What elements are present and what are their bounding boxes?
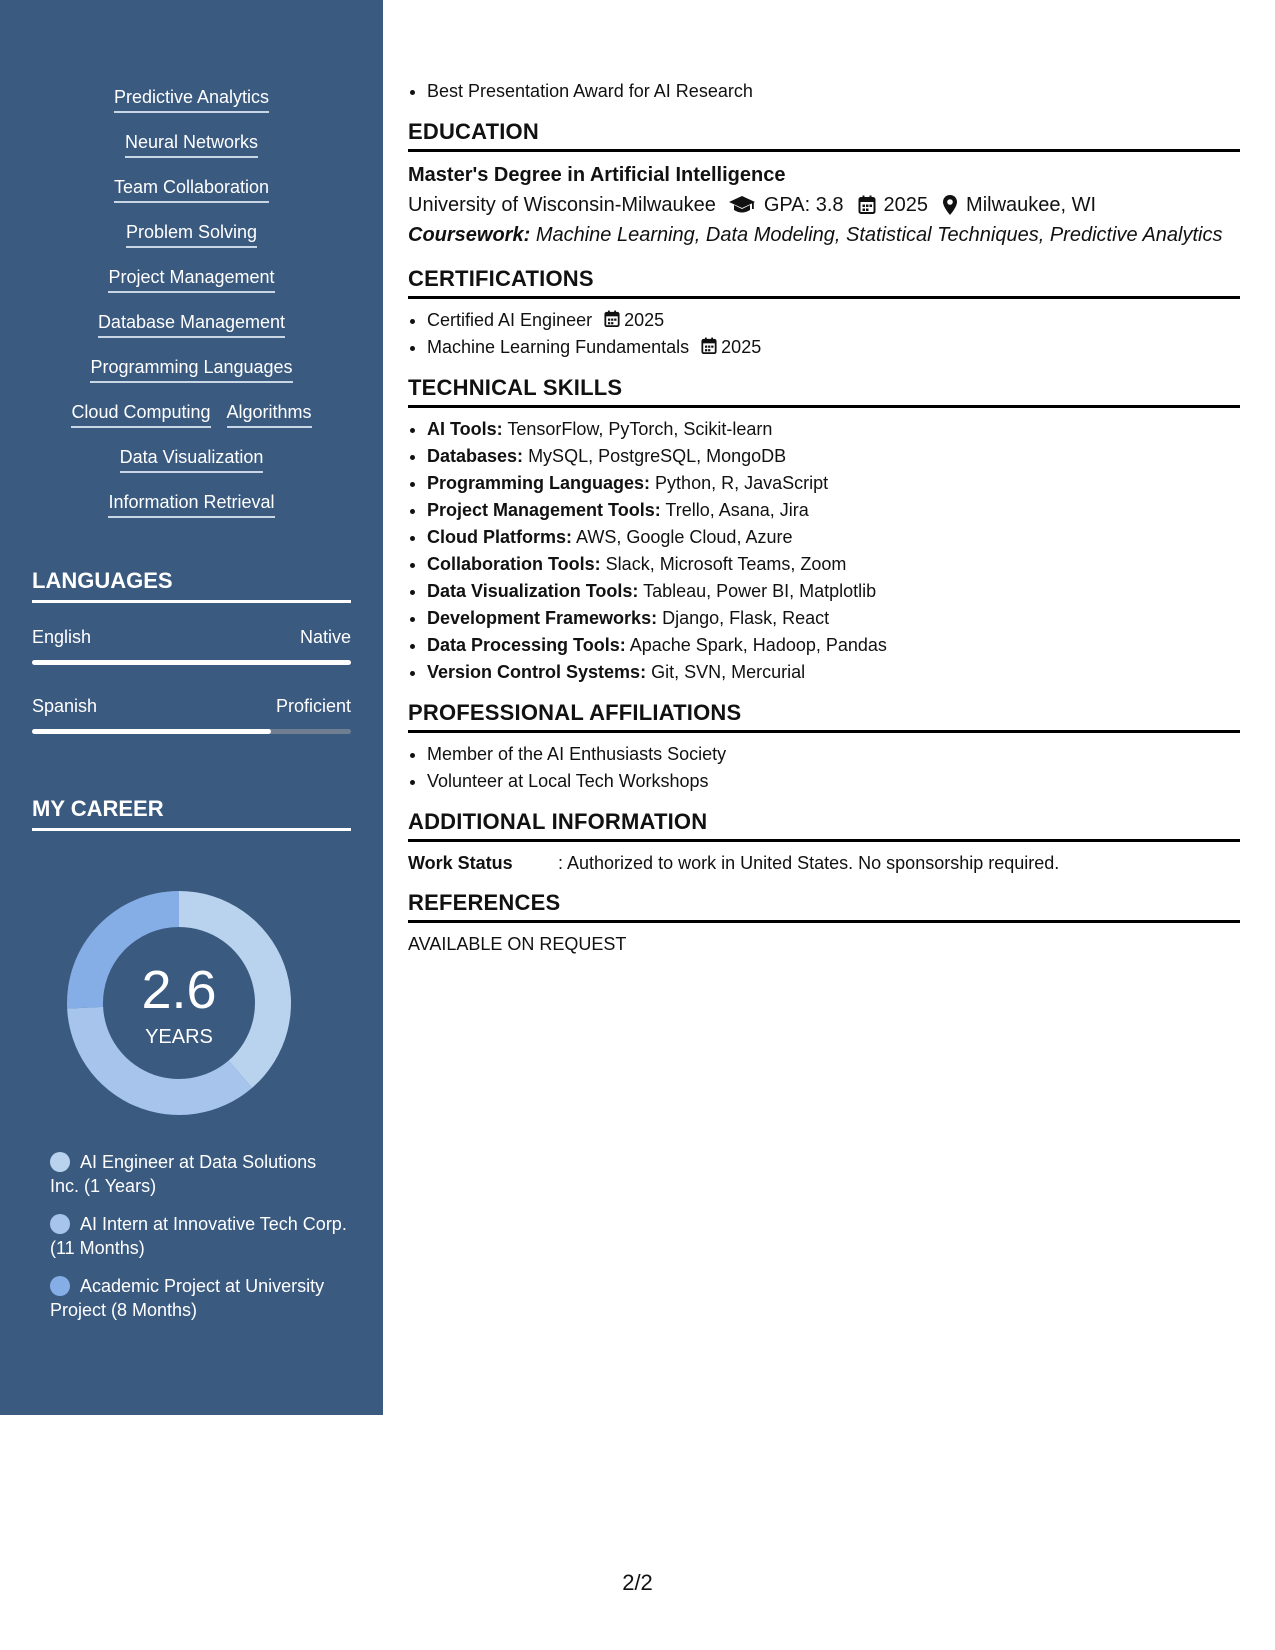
additional-info-heading: ADDITIONAL INFORMATION	[408, 809, 1240, 842]
technical-skill-label: Project Management Tools:	[427, 500, 661, 520]
language-row	[32, 696, 351, 717]
technical-skill-item	[427, 632, 1240, 659]
skill-row	[0, 485, 383, 530]
certification-item	[427, 334, 1240, 361]
career-legend	[50, 1150, 350, 1336]
skill-tag: Neural Networks	[125, 128, 258, 158]
skill-tag: Team Collaboration	[114, 173, 269, 203]
graduation-cap-icon	[728, 195, 756, 215]
technical-skill-value: Git, SVN, Mercurial	[651, 662, 806, 682]
technical-skill-item	[427, 659, 1240, 686]
certifications-heading: CERTIFICATIONS	[408, 266, 1240, 299]
technical-skill-item	[427, 605, 1240, 632]
technical-skill-item	[427, 551, 1240, 578]
language-bar	[32, 729, 351, 734]
skill-tag: Problem Solving	[126, 218, 257, 248]
legend-dot	[50, 1214, 70, 1234]
affiliation-item: • Volunteer at Local Tech Workshops	[427, 768, 1240, 795]
technical-skill-value: Tableau, Power BI, Matplotlib	[643, 581, 877, 601]
work-status-label: Work Status	[408, 853, 513, 873]
skill-row	[0, 350, 383, 395]
location-pin-icon	[942, 194, 958, 216]
coursework-label: Coursework:	[408, 224, 531, 246]
skill-tag: Predictive Analytics	[114, 83, 269, 113]
language-bar-fill	[32, 729, 271, 734]
language-name: Spanish	[32, 696, 98, 716]
skill-row	[0, 260, 383, 305]
main-content	[408, 78, 1240, 957]
affiliation-item: • Member of the AI Enthusiasts Society	[427, 741, 1240, 768]
language-level: Native	[299, 627, 351, 647]
career-donut-chart	[64, 888, 294, 1118]
language-item	[32, 696, 351, 734]
language-bar	[32, 660, 351, 665]
education-gpa: GPA: 3.8	[763, 194, 844, 216]
skill-row	[0, 125, 383, 170]
education-school: University of Wisconsin-Milwaukee	[408, 194, 716, 216]
sidebar	[0, 0, 383, 1415]
career-item-text: Academic Project at University Project (8 Months)	[50, 1276, 325, 1320]
technical-skill-value: Django, Flask, React	[662, 608, 830, 628]
career-unit: YEARS	[145, 1026, 213, 1048]
skill-row	[0, 440, 383, 485]
certification-year: 2025	[721, 337, 762, 357]
skill-row	[0, 215, 383, 260]
technical-skill-item	[427, 497, 1240, 524]
work-status	[408, 850, 1240, 876]
education-details	[408, 190, 1240, 220]
technical-skill-value: Slack, Microsoft Teams, Zoom	[605, 554, 847, 574]
skill-tag: Database Management	[98, 308, 285, 338]
skill-tag: Cloud Computing	[71, 398, 210, 428]
career-heading: MY CAREER	[32, 796, 351, 831]
affiliations-heading: PROFESSIONAL AFFILIATIONS	[408, 700, 1240, 733]
career-item-text: AI Intern at Innovative Tech Corp. (11 Months)	[50, 1214, 347, 1258]
skill-tag: Data Visualization	[120, 443, 264, 473]
career-total: 2.6	[141, 960, 217, 1020]
technical-skill-value: Trello, Asana, Jira	[665, 500, 809, 520]
career-item	[50, 1274, 350, 1322]
education-coursework	[408, 220, 1240, 250]
skill-tag: Information Retrieval	[108, 488, 274, 518]
education-location: Milwaukee, WI	[966, 194, 1097, 216]
technical-skill-label: Data Processing Tools:	[427, 635, 626, 655]
technical-skills-heading: TECHNICAL SKILLS	[408, 375, 1240, 408]
technical-skill-label: Development Frameworks:	[427, 608, 658, 628]
technical-skill-item	[427, 578, 1240, 605]
language-item	[32, 627, 351, 665]
certification-item	[427, 307, 1240, 334]
technical-skill-item	[427, 416, 1240, 443]
career-item	[50, 1212, 350, 1260]
certification-year: 2025	[624, 310, 665, 330]
technical-skill-label: Version Control Systems:	[427, 662, 647, 682]
technical-skill-item	[427, 524, 1240, 551]
technical-skill-value: AWS, Google Cloud, Azure	[576, 527, 793, 547]
legend-dot	[50, 1276, 70, 1296]
awards-list	[408, 78, 1240, 105]
technical-skill-value: Apache Spark, Hadoop, Pandas	[629, 635, 887, 655]
skill-row	[0, 80, 383, 125]
certification-name: Machine Learning Fundamentals	[427, 337, 690, 357]
technical-skill-value: Python, R, JavaScript	[655, 473, 829, 493]
references-text: AVAILABLE ON REQUEST	[408, 934, 627, 954]
language-level: Proficient	[275, 696, 351, 716]
education-year: 2025	[883, 194, 929, 216]
technical-skill-item	[427, 443, 1240, 470]
page-number: 2/2	[622, 1570, 653, 1595]
language-row	[32, 627, 351, 648]
technical-skill-label: Cloud Platforms:	[427, 527, 573, 547]
calendar-icon	[701, 337, 717, 355]
legend-dot	[50, 1152, 70, 1172]
skill-row	[0, 395, 383, 440]
certifications-list	[408, 307, 1240, 361]
career-item-text: AI Engineer at Data Solutions Inc. (1 Years)	[50, 1152, 317, 1196]
skill-tag: Programming Languages	[90, 353, 292, 383]
work-status-value: : Authorized to work in United States. No sponsorship required.	[558, 853, 1060, 873]
coursework-list: Machine Learning, Data Modeling, Statistical Techniques, Predictive Analytics	[535, 224, 1223, 246]
language-bar-fill	[32, 660, 351, 665]
technical-skill-label: Data Visualization Tools:	[427, 581, 639, 601]
certification-name: Certified AI Engineer	[427, 310, 593, 330]
skill-tag: Project Management	[108, 263, 274, 293]
technical-skill-label: Programming Languages:	[427, 473, 651, 493]
technical-skill-label: AI Tools:	[427, 419, 503, 439]
technical-skill-item	[427, 470, 1240, 497]
skill-row	[0, 305, 383, 350]
education-degree: Master's Degree in Artificial Intelligence	[408, 164, 786, 186]
references-heading: REFERENCES	[408, 890, 1240, 923]
technical-skills-list	[408, 416, 1240, 686]
donut-segment	[67, 1007, 252, 1115]
language-name: English	[32, 627, 92, 647]
career-item	[50, 1150, 350, 1198]
award-item: • Best Presentation Award for AI Research	[427, 78, 1240, 105]
technical-skill-value: MySQL, PostgreSQL, MongoDB	[528, 446, 787, 466]
education-heading: EDUCATION	[408, 119, 1240, 152]
technical-skill-label: Databases:	[427, 446, 524, 466]
languages-heading: LANGUAGES	[32, 568, 351, 603]
skills-list	[0, 80, 383, 530]
calendar-icon	[858, 195, 876, 215]
skill-tag: Algorithms	[227, 398, 312, 428]
technical-skill-value: TensorFlow, PyTorch, Scikit-learn	[507, 419, 773, 439]
technical-skill-label: Collaboration Tools:	[427, 554, 601, 574]
skill-row	[0, 170, 383, 215]
calendar-icon	[604, 310, 620, 328]
affiliations-list	[408, 741, 1240, 795]
